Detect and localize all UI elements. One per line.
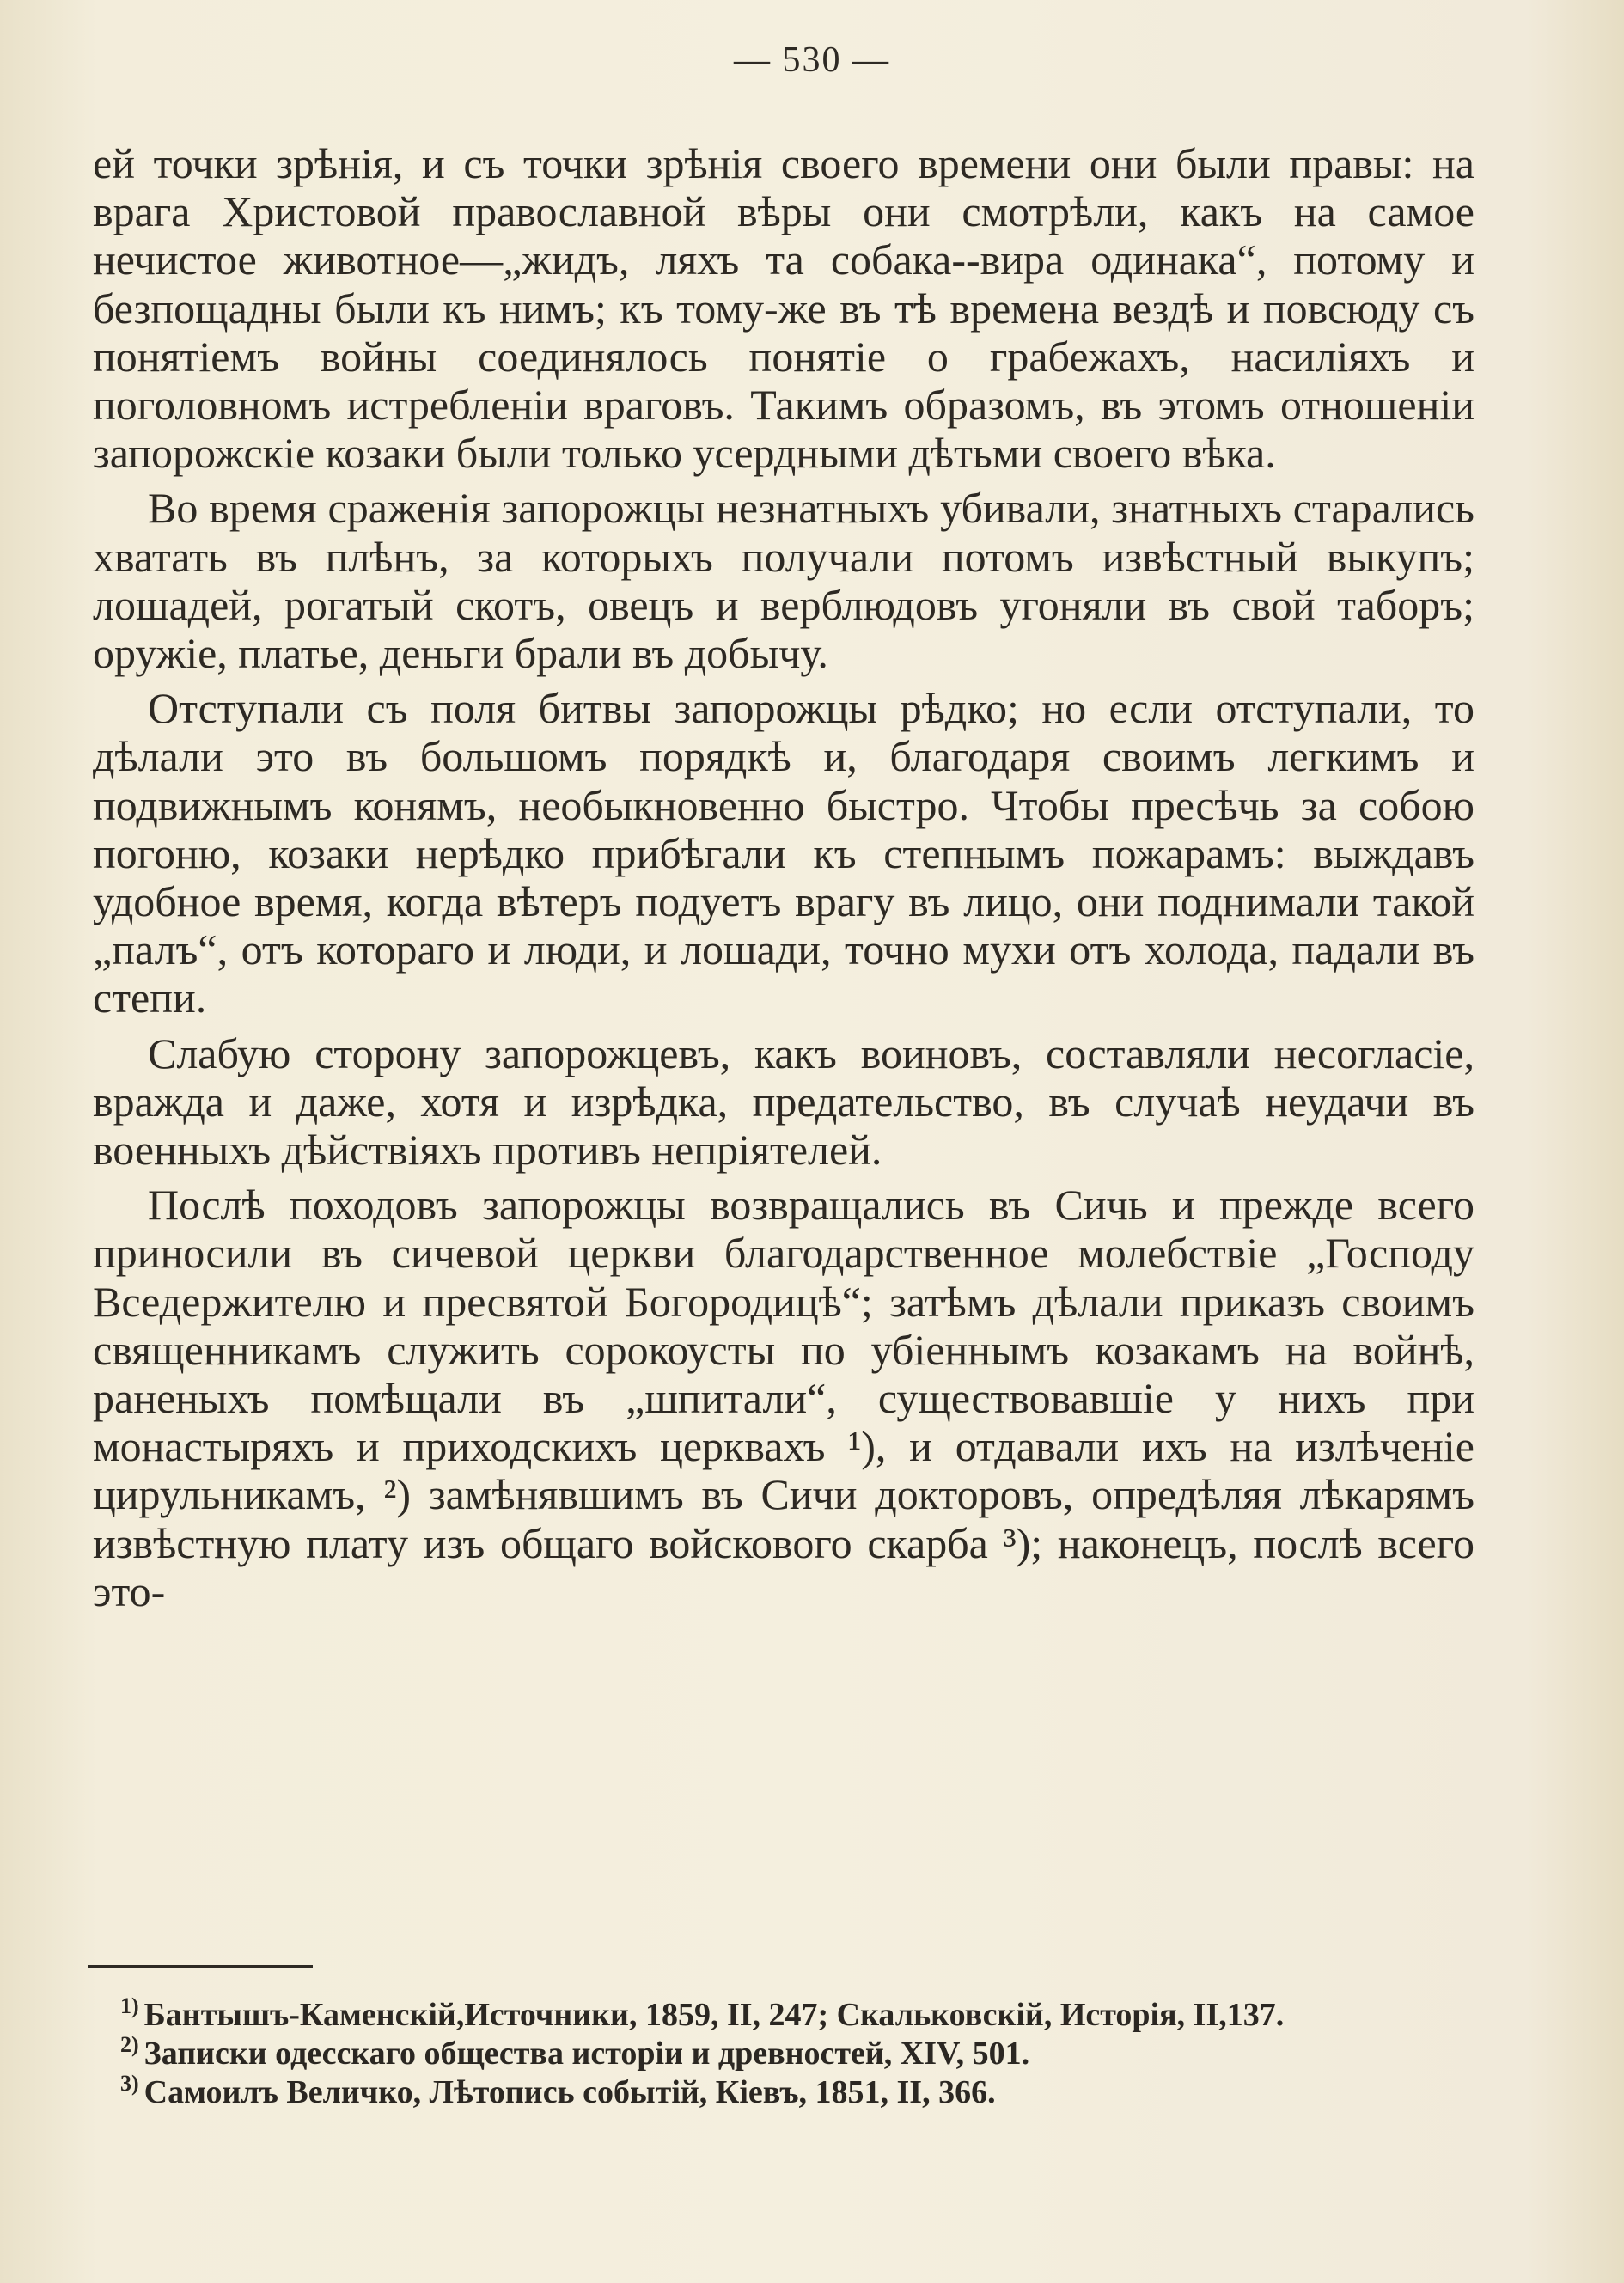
footnote-3-text: Самоилъ Величко, Лѣтопись событій, Кіевъ, 1851, II, 366.	[143, 2074, 996, 2110]
main-text	[93, 139, 1474, 1615]
footnote-1-text: Бантышъ-Каменскій,Источники, 1859, II, 247; Скальковскій, Исторія, II,137.	[143, 1997, 1285, 2033]
paragraph-5: Послѣ походовъ запорожцы возвращались въ Сичь и прежде всего приносили въ сичевой церкви благодарственное молебствіе „Господу Вседержителю и пресвятой Богородицѣ“; затѣмъ дѣлали приказъ своимъ священникамъ служить сорокоусты по убіеннымъ козакамъ на войнѣ, раненыхъ помѣщали въ „шпитали“, существовавшіе у нихъ при монастыряхъ и приходскихъ церквахъ ¹), и отдавали ихъ на излѣченіе цирульникамъ, ²) замѣнявшимъ въ Сичи докторовъ, опредѣляя лѣкарямъ извѣстную плату изъ общаго войскового скарба ³); наконецъ, послѣ всего это-	[93, 1181, 1474, 1615]
footnote-1-mark: 1)	[120, 1993, 139, 2019]
footnote-3	[120, 2073, 1461, 2112]
paragraph-4: Слабую сторону запорожцевъ, какъ воиновъ, составляли несогласіе, вражда и даже, хотя и изрѣдка, предательство, въ случаѣ неудачи въ военныхъ дѣйствіяхъ противъ непріятелей.	[93, 1029, 1474, 1175]
footnotes	[120, 1993, 1461, 2112]
footnote-2-text: Записки одесскаго общества исторіи и древностей, XIV, 501.	[143, 2036, 1030, 2072]
paragraph-2: Во время сраженія запорожцы незнатныхъ убивали, знатныхъ старались хватать въ плѣнъ, за которыхъ получали потомъ извѣстный выкупъ; лошадей, рогатый скотъ, овецъ и верблюдовъ угоняли въ свой таборъ; оружіе, платье, деньги брали въ добычу.	[93, 484, 1474, 678]
paragraph-1: ей точки зрѣнія, и съ точки зрѣнія своего времени они были правы: на врага Христовой православной вѣры они смотрѣли, какъ на самое нечистое животное—„жидъ, ляхъ та собака--вира одинака“, потому и безпощадны были къ нимъ; къ тому-же въ тѣ времена вездѣ и повсюду съ понятіемъ войны соединялось понятіе о грабежахъ, насиліяхъ и поголовномъ истребленіи враговъ. Такимъ образомъ, въ этомъ отношеніи запорожскіе козаки были только усердными дѣтьми своего вѣка.	[93, 139, 1474, 478]
footnote-divider	[88, 1965, 313, 1968]
footnote-2-mark: 2)	[120, 2032, 139, 2058]
paragraph-3: Отступали съ поля битвы запорожцы рѣдко; но если отступали, то дѣлали это въ большомъ порядкѣ и, благодаря своимъ легкимъ и подвижнымъ конямъ, необыкновенно быстро. Чтобы пресѣчь за собою погоню, козаки нерѣдко прибѣгали къ степнымъ пожарамъ: выждавъ удобное время, когда вѣтеръ подуетъ врагу въ лицо, они поднимали такой „палъ“, отъ котораго и люди, и лошади, точно мухи отъ холода, падали въ степи.	[93, 684, 1474, 1022]
page-number: — 530 —	[734, 40, 890, 80]
footnote-2	[120, 2032, 1461, 2073]
footnote-3-mark: 3)	[120, 2071, 139, 2097]
footnote-1	[120, 1993, 1461, 2035]
